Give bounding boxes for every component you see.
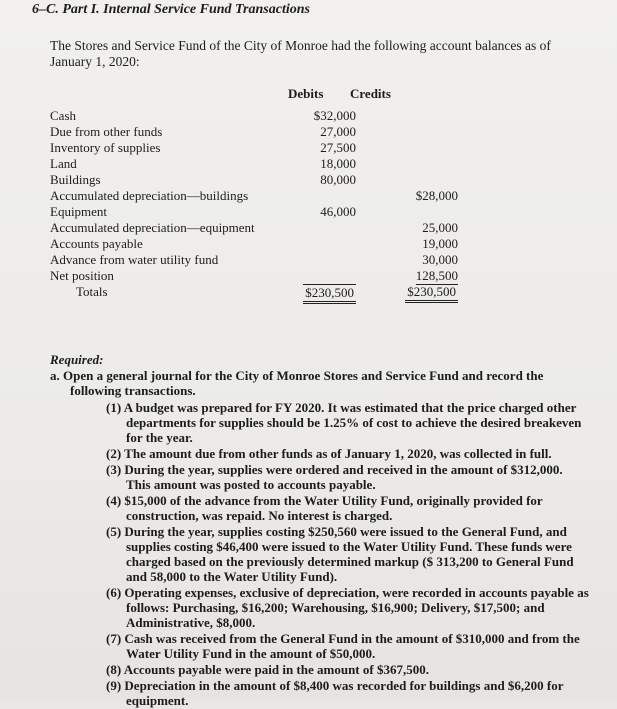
transaction-item: (4) $15,000 of the advance from the Water Utility Fund, originally provided for construction, was repaid. No interest is charged. <box>106 493 543 523</box>
required-section <box>50 352 590 709</box>
credit-value: 30,000 <box>422 252 458 267</box>
debit-value: 27,000 <box>320 124 356 139</box>
credit-value: 19,000 <box>422 236 458 251</box>
account-label: Equipment <box>50 204 108 219</box>
account-row <box>50 204 470 220</box>
totals-label: Totals <box>76 284 108 299</box>
debits-header: Debits <box>288 86 324 101</box>
transaction-item: (8) Accounts payable were paid in the amount of $367,500. <box>106 662 429 677</box>
account-label: Accumulated depreciation—buildings <box>50 188 249 203</box>
account-label: Inventory of supplies <box>50 140 161 155</box>
account-row <box>50 268 470 284</box>
account-label: Due from other funds <box>50 124 163 139</box>
account-label: Cash <box>50 108 76 123</box>
debit-value: $32,000 <box>313 108 356 123</box>
total-debit: $230,500 <box>303 284 356 304</box>
credit-value: $28,000 <box>415 188 458 203</box>
totals-row <box>50 284 470 300</box>
part-a-line: a. Open a general journal for the City of Monroe Stores and Service Fund and record the <box>50 368 544 383</box>
account-row <box>50 236 470 252</box>
account-row <box>50 108 470 124</box>
debit-value: 18,000 <box>320 156 356 171</box>
credits-header: Credits <box>350 86 391 101</box>
account-row <box>50 156 470 172</box>
problem-intro: The Stores and Service Fund of the City of Monroe had the following account balances as of January 1, 2020: <box>50 38 551 69</box>
account-row <box>50 172 470 188</box>
transaction-item: (2) The amount due from other funds as of January 1, 2020, was collected in full. <box>106 446 552 461</box>
account-row <box>50 140 470 156</box>
transaction-item: (9) Depreciation in the amount of $8,400 was recorded for buildings and $6,200 for equipment. <box>106 678 564 708</box>
part-a-line: following transactions. <box>70 383 196 398</box>
account-label: Advance from water utility fund <box>50 252 219 267</box>
credit-value: 128,500 <box>415 268 458 283</box>
required-title: Required: <box>50 352 104 367</box>
account-label: Land <box>50 156 77 171</box>
total-credit: $230,500 <box>405 284 458 303</box>
transaction-item: (3) During the year, supplies were ordered and received in the amount of $312,000. This amount was posted to accounts payable. <box>106 462 563 492</box>
transaction-item: (5) During the year, supplies costing $250,560 were issued to the General Fund, and supplies costing $46,400 were issued to the Water Utility Fund. These funds were charged based on the previously determined markup ($ 313,200 to General Fund and 58,000 to the Water Utility Fund). <box>106 524 574 584</box>
transaction-item: (6) Operating expenses, exclusive of depreciation, were recorded in accounts payable as follows: Purchasing, $16,200; Warehousing, $16,900; Delivery, $17,500; and Administrative, $8,000. <box>106 585 589 630</box>
debit-value: 80,000 <box>320 172 356 187</box>
transaction-item: (1) A budget was prepared for FY 2020. It was estimated that the price charged other departments for supplies should be 1.25% of cost to achieve the desired breakeven for the year. <box>106 400 582 445</box>
account-row <box>50 252 470 268</box>
debit-value: 46,000 <box>320 204 356 219</box>
account-row <box>50 124 470 140</box>
account-label: Accumulated depreciation—equipment <box>50 220 255 235</box>
transaction-list <box>50 400 590 708</box>
problem-heading: 6–C. Part I. Internal Service Fund Transactions <box>32 2 310 17</box>
transaction-item: (7) Cash was received from the General Fund in the amount of $310,000 and from the Water Utility Fund in the amount of $50,000. <box>106 631 580 661</box>
debit-value: 27,500 <box>320 140 356 155</box>
credit-value: 25,000 <box>422 220 458 235</box>
account-label: Net position <box>50 268 114 283</box>
account-row <box>50 188 470 204</box>
account-label: Buildings <box>50 172 101 187</box>
account-row <box>50 220 470 236</box>
account-label: Accounts payable <box>50 236 143 251</box>
